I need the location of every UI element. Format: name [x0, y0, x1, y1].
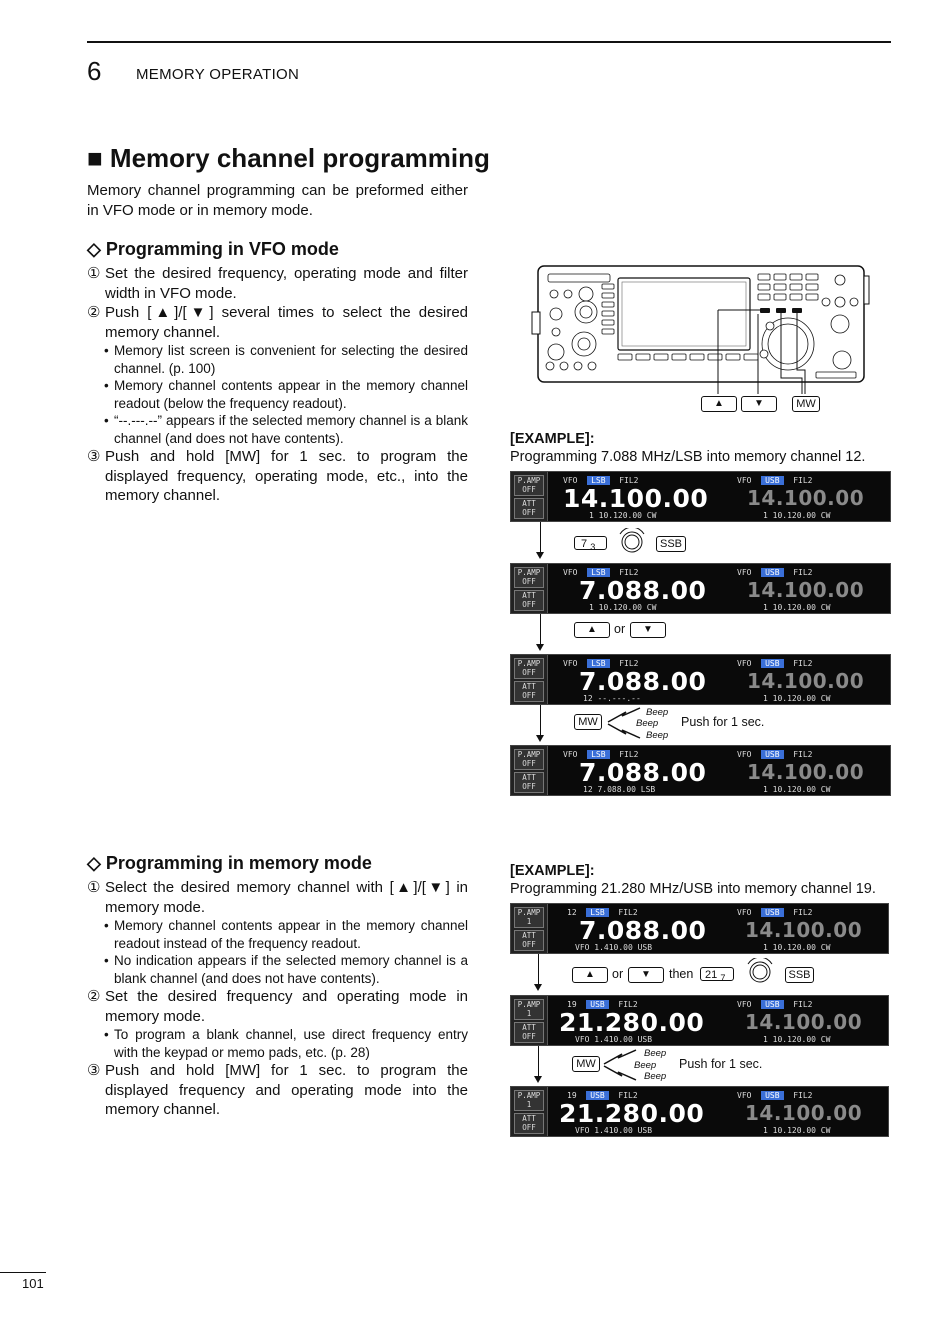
chapter-title: MEMORY OPERATION	[136, 66, 300, 83]
vfo-step-1: Set the desired frequency, operating mode and filter width in VFO mode.	[105, 265, 468, 302]
lcd-display-7: P.AMP 1 ATT OFF 19 USB FIL2 21.280.00 VFO 1.410.00 USB VFO USB FIL2 14.100.00 1 10.120.00 CW	[510, 1086, 889, 1137]
key-down-2: ▼	[628, 967, 664, 983]
mem-step-1: Select the desired memory channel with [▲]/[▼] in memory mode.	[105, 879, 468, 916]
mem-bullet-1: Memory channel contents appear in the memory channel readout instead of the frequency readout.	[114, 918, 468, 951]
main-dial-icon-2	[744, 958, 776, 986]
lcd-display-1: P.AMP OFF ATT OFF VFO LSB FIL2 14.100.00 1 10.120.00 CW VFO USB FIL2 14.100.00 1 10.120.00 CW	[510, 471, 891, 522]
push-label-1: Push for 1 sec.	[681, 715, 765, 729]
section-title: ■ Memory channel programming	[87, 143, 490, 173]
then-label: then	[669, 967, 694, 981]
push-label-2: Push for 1 sec.	[679, 1057, 763, 1071]
page-number: 101	[22, 1276, 44, 1291]
radio-mw-key: MW	[792, 396, 820, 412]
or-label-2: or	[612, 967, 624, 981]
lcd-display-4: P.AMP OFF ATT OFF VFO LSB FIL2 7.088.00 12 7.088.00 LSB VFO USB FIL2 14.100.00 1 10.120.00 CW	[510, 745, 891, 796]
radio-front-panel-illustration	[530, 262, 870, 417]
vfo-bullet-1: Memory list screen is convenient for selecting the desired channel. (p. 100)	[114, 343, 468, 376]
key-mw-2: MW	[572, 1056, 600, 1072]
mem-bullet-3: To program a blank channel, use direct frequency entry with the keypad or memo pads, etc. (p. 28)	[114, 1027, 468, 1060]
lcd-display-5: P.AMP 1 ATT OFF 12 LSB FIL2 7.088.00 VFO 1.410.00 USB VFO USB FIL2 14.100.00 1 10.120.00 CW	[510, 903, 889, 954]
intro-paragraph: Memory channel programming can be preformed either in VFO mode or in memory mode.	[87, 182, 468, 219]
key-up-2: ▲	[572, 967, 608, 983]
example2-heading: [EXAMPLE]:	[510, 863, 595, 879]
vfo-steps: ① Set the desired frequency, operating mode and filter width in VFO mode. ② Push [▲]/[▼] several times to select the desired memory channel. • Memory list screen is convenient for selecting the desired channel. (p. 100) • Memory channel contents appear in the memory channel readout (below the frequency readout). • “--.---.--” appears if the selected memory channel is a blank channel (and does not have contents). ③ Push and hold [MW] for 1 sec. to program the displayed frequency, operating mode, etc., into the memory channel.	[87, 265, 468, 504]
lcd-display-2: P.AMP OFF ATT OFF VFO LSB FIL2 7.088.00 1 10.120.00 CW VFO USB FIL2 14.100.00 1 10.120.00 CW	[510, 563, 891, 614]
key-mw: MW	[574, 714, 602, 730]
mem-step-2: Set the desired frequency and operating mode in memory mode.	[105, 988, 468, 1025]
vfo-subtitle: ◇ Programming in VFO mode	[87, 239, 339, 259]
example2-text: Programming 21.280 MHz/USB into memory channel 19.	[510, 881, 876, 897]
mem-step-3: Push and hold [MW] for 1 sec. to program the displayed frequency and operating mode into the memory channel.	[105, 1062, 468, 1118]
key-up: ▲	[574, 622, 610, 638]
header-rule	[87, 41, 891, 43]
mem-steps: ① Select the desired memory channel with [▲]/[▼] in memory mode. • Memory channel contents appear in the memory channel readout instead of the frequency readout. • No indication appears if the selected memory channel is a blank channel (and does not have contents). ② Set the desired frequency and operating mode in memory mode. • To program a blank channel, use direct frequency entry with the keypad or memo pads, etc. (p. 28) ③ Push and hold [MW] for 1 sec. to program the displayed frequency and operating mode into the memory channel.	[87, 879, 468, 1118]
vfo-bullet-3: “--.---.--” appears if the selected memory channel is a blank channel (and does not have contents).	[114, 413, 468, 446]
lcd-display-6: P.AMP 1 ATT OFF 19 USB FIL2 21.280.00 VFO 1.410.00 USB VFO USB FIL2 14.100.00 1 10.120.00 CW	[510, 995, 889, 1046]
example1-text: Programming 7.088 MHz/LSB into memory channel 12.	[510, 449, 866, 465]
chapter-number: 6	[87, 56, 102, 86]
mem-subtitle: ◇ Programming in memory mode	[87, 853, 372, 873]
key-21-7: 21 $_7$	[700, 967, 734, 981]
key-ssb: SSB	[656, 536, 686, 552]
vfo-step-3: Push and hold [MW] for 1 sec. to program the displayed frequency, operating mode, etc., into the memory channel.	[105, 448, 468, 504]
lcd-display-3: P.AMP OFF ATT OFF VFO LSB FIL2 7.088.00 12 --.---.-- VFO USB FIL2 14.100.00 1 10.120.00 CW	[510, 654, 891, 705]
key-down: ▼	[630, 622, 666, 638]
key-ssb-2: SSB	[785, 967, 814, 983]
vfo-step-2: Push [▲]/[▼] several times to select the desired memory channel.	[105, 304, 468, 341]
or-label: or	[614, 622, 626, 636]
example1-heading: [EXAMPLE]:	[510, 431, 595, 447]
footer-rule	[0, 1272, 46, 1273]
key-7-3: 7 $_3$	[574, 536, 607, 550]
main-dial-icon	[616, 528, 648, 556]
radio-down-key: ▼	[741, 396, 777, 412]
radio-up-key: ▲	[701, 396, 737, 412]
vfo-bullet-2: Memory channel contents appear in the memory channel readout (below the frequency readout).	[114, 378, 468, 411]
mem-bullet-2: No indication appears if the selected memory channel is a blank channel (and does not have contents).	[114, 953, 468, 986]
